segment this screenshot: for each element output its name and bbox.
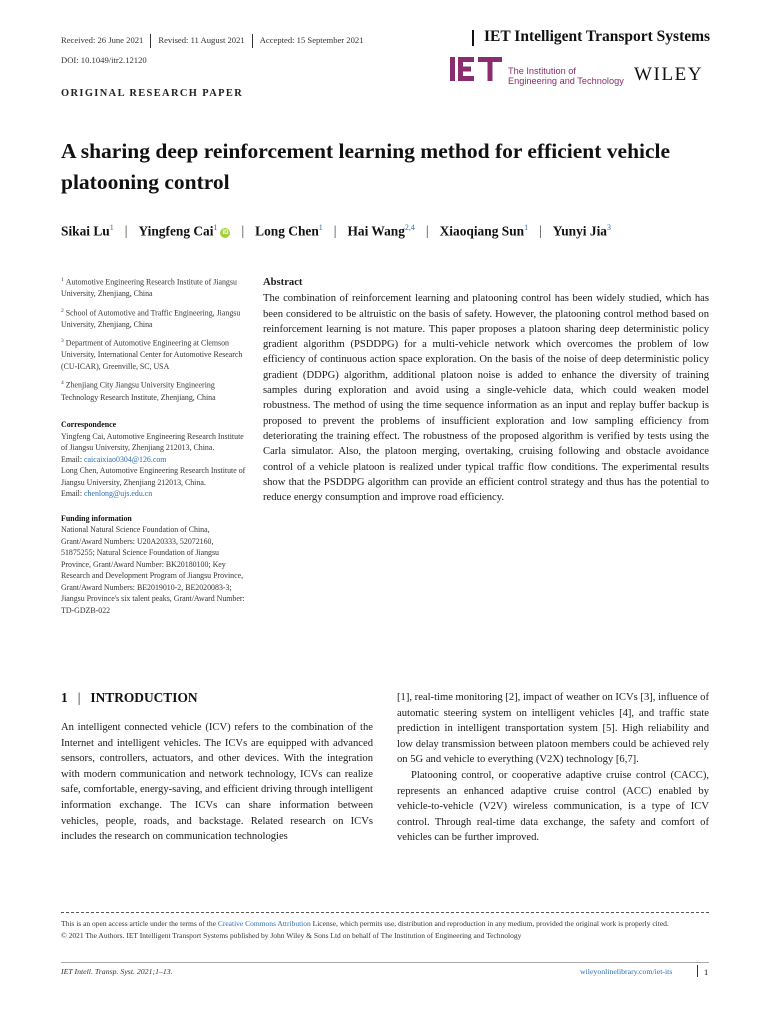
intro-column-2: [1], real-time monitoring [2], impact of weather on ICVs [3], influence of automatic steering system on intelligent vehicles [4], and traffic state prediction in intelligent transportation system [5]. High reliability and low delay transmission between platoon members could be achieved rely on 5G and vehicle to everything (V2X) technology [6,7]. Platooning control, or cooperative adaptive cruise control (CACC), represents an enhanced adaptive cruise control (ACC) enabled by vehicle-to-vehicle (V2V) wireless communication, is a type of ICV control. Through real-time data exchange, the safety and comfort of vehicles can be further improved. <box>397 692 709 844</box>
iet-line-2: Engineering and Technology <box>508 76 624 86</box>
revised-date: Revised: 11 August 2021 <box>158 34 245 45</box>
license-link[interactable]: Creative Commons Attribution <box>217 919 311 928</box>
affiliation: $^1$ Automotive Engineering Research Institute of Jiangsu University, Zhenjiang, China <box>61 277 237 299</box>
intro-column-1: An intelligent connected vehicle (ICV) refers to the combination of the Internet and intelligent vehicles. The ICVs are equipped with advanced sensors, controllers, actuators, and other devices. With the integration with modern communication and network technology, ICVs can realize safe, comfortable, energy-saving, and efficient driving through intelligent information exchange. The ICVs can share information between vehicles, people, roads, and backstage. Related research on ICVs includes the research on communication technologies <box>61 722 373 843</box>
affiliation: $^3$ Department of Automotive Engineering at Clemson University, International Center for Automotive Research (CU-ICAR), Greenville, SC, USA <box>61 338 243 371</box>
journal-url[interactable]: wileyonlinelibrary.com/iet-its <box>580 967 673 976</box>
iet-logo-icon <box>450 56 504 82</box>
iet-institution-name <box>508 66 624 86</box>
iet-line-1: The Institution of <box>508 66 576 76</box>
orcid-icon[interactable]: iD <box>222 230 229 237</box>
page-number: 1 <box>704 967 709 977</box>
funding-information: Funding information National Natural Science Foundation of China, Grant/Award Numbers: U20A20333, 52072160, 51875255; Natural Science Foundation of Jiangsu Province, Grant/Award Number: BK20180100; Key Research and Development Program of Jiangsu Province, Grant/Award Numbers: BE2019010-2, BE2020083-3; Jiangsu Province's six talent peaks, Grant/Award Number: TD-GDZB-022 <box>61 513 245 615</box>
license-footnote: This is an open access article under the terms of the Creative Commons Attribution License, which permits use, distribution and reproduction in any medium, provided the original work is properly cited. © 2021 The Authors. IET Intelligent Transport Systems published by John Wiley & Sons Ltd on behalf of The Institution of Engineering and Technology <box>61 918 709 941</box>
accepted-date: Accepted: 15 September 2021 <box>259 34 364 45</box>
section-heading: 1 | INTRODUCTION <box>61 690 198 705</box>
email-link[interactable]: caicaixiao0304@126.com <box>84 454 167 464</box>
footnote-divider <box>61 912 709 913</box>
affiliation: $^4$ Zhenjiang City Jiangsu University Engineering Technology Research Institute, Zhenjiang, China <box>61 380 216 402</box>
correspondence: Correspondence Yingfeng Cai, Automotive Engineering Research Institute of Jiangsu University, Zhenjiang 212013, China. Email: caicaixiao0304@126.com Long Chen, Automotive Engineering Research Institute of Jiangsu University, Zhenjiang 212013, China. Email: chenlong@ujs.edu.cn <box>61 420 246 498</box>
doi[interactable]: DOI: 10.1049/itr2.12120 <box>61 55 147 65</box>
email-link[interactable]: chenlong@ujs.edu.cn <box>84 489 153 498</box>
abstract-text: The combination of reinforcement learning and platooning control has been widely studied, which has been considered to be altruistic on the basis of safety. However, the platooning control method based on reinforcement learning is not mature. This paper proposes a platoon sharing deep deterministic policy gradient algorithm (PSDDPG) for a multi-vehicle network which overcomes the problem of low efficiency of continuous action space exploration. On the basis of the noise of deep deterministic policy gradient (DDPG) algorithm, additional platoon noise is added to enhance the diversity of training samples during exploration and avoid using a single-vehicle data, which could weaken model robustness. The method of using the time sequence information as an input and replay buffer backup is proposed to prevent the problems of insufficient exploration and low sampling efficiency from deteriorating the training effect. The robustness of the proposed algorithm is verified by tests using the Carla simulator. Also, the platoon merging, overtaking, cruising following and obstacle avoidance control of a vehicle platoon is realized under typical traffic flow conditions. The experimental results show that the PSDDPG algorithm can provide an efficient control strategy and thus has the potential to reduce energy consumption and improve road efficiency. <box>263 293 709 504</box>
citation: IET Intell. Transp. Syst. 2021;1–13. <box>61 967 173 976</box>
footer-rule <box>61 962 709 963</box>
author[interactable]: Yunyi Jia$^3$ <box>552 223 611 239</box>
author[interactable]: Hai Wang$^{2,4}$ <box>347 223 415 239</box>
author[interactable]: Xiaoqiang Sun$^1$ <box>439 223 529 239</box>
author[interactable]: Long Chen$^1$ <box>255 223 323 239</box>
abstract-heading: Abstract <box>263 277 303 288</box>
sidebar-metadata <box>61 275 246 616</box>
publication-dates <box>61 34 364 48</box>
footer-divider <box>697 965 698 977</box>
copyright: © 2021 The Authors. IET Intelligent Transport Systems published by John Wiley & Sons Ltd on behalf of The Institution of Engineering and Technology <box>61 930 522 940</box>
received-date: Received: 26 June 2021 <box>61 34 144 45</box>
author[interactable]: Yingfeng Cai$^1$iD <box>138 223 229 239</box>
abstract <box>263 275 709 505</box>
journal-divider <box>472 30 474 46</box>
funding-heading: Funding information <box>61 513 132 523</box>
paper-title: A sharing deep reinforcement learning method for efficient vehicle platooning control <box>61 139 671 194</box>
article-type: ORIGINAL RESEARCH PAPER <box>61 88 244 99</box>
journal-name: IET Intelligent Transport Systems <box>484 28 711 45</box>
author[interactable]: Sikai Lu$^1$ <box>61 223 114 239</box>
wiley-logo: WILEY <box>634 64 704 85</box>
author-list: Sikai Lu$^1$ | Yingfeng Cai$^1$iD | Long Chen$^1$ | Hai Wang$^{2,4}$ | Xiaoqiang Sun$^1$ | Yunyi Jia$^3$ <box>61 223 611 239</box>
affiliation: $^2$ School of Automotive and Traffic Engineering, Jiangsu University, Zhenjiang, China <box>61 307 241 329</box>
correspondence-heading: Correspondence <box>61 420 117 429</box>
